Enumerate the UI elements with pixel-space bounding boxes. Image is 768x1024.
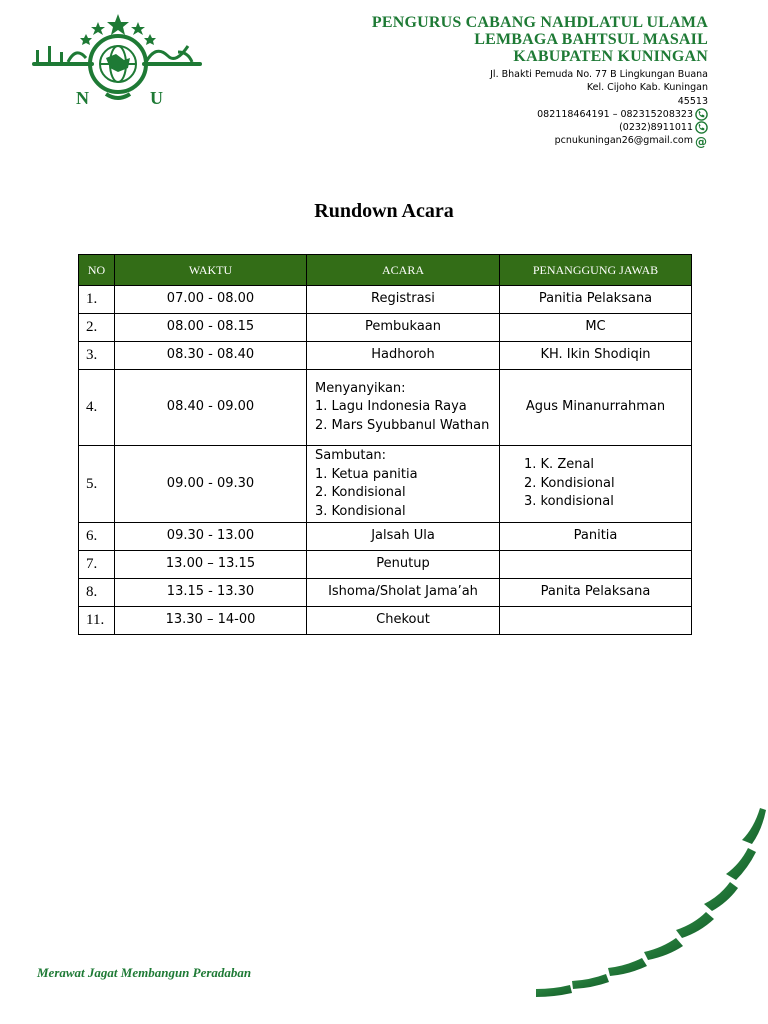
cell-pj: KH. Ikin Shodiqin xyxy=(500,342,692,370)
table-row xyxy=(79,314,692,342)
cell-no: 11. xyxy=(79,607,115,635)
address-line-2: Kel. Cijoho Kab. Kuningan xyxy=(586,82,708,94)
org-line-1: PENGURUS CABANG NAHDLATUL ULAMA xyxy=(371,14,708,31)
cell-acara xyxy=(307,370,500,446)
phone-row xyxy=(490,108,708,121)
address-line-1: Jl. Bhakti Pemuda No. 77 B Lingkungan Buana xyxy=(490,69,708,80)
cell-pj: Agus Minanurrahman xyxy=(500,370,692,446)
cell-waktu: 09.30 - 13.00 xyxy=(115,523,307,551)
table-row xyxy=(79,342,692,370)
cell-pj: Panitia Pelaksana xyxy=(500,286,692,314)
cell-no: 6. xyxy=(79,523,115,551)
cell-waktu: 13.00 – 13.15 xyxy=(115,551,307,579)
cell-no: 7. xyxy=(79,551,115,579)
header-no: NO xyxy=(79,255,115,286)
address-line-3: 45513 xyxy=(677,95,708,107)
email-at-icon xyxy=(695,135,708,148)
star-icon xyxy=(80,14,156,45)
cell-no: 8. xyxy=(79,579,115,607)
table-row xyxy=(79,579,692,607)
org-line-2: LEMBAGA BAHTSUL MASAIL xyxy=(474,31,708,48)
cell-acara xyxy=(307,446,500,523)
landline-text: (0232)8911011 xyxy=(619,122,693,134)
cell-no: 3. xyxy=(79,342,115,370)
cell-acara: Ishoma/Sholat Jama’ah xyxy=(307,579,500,607)
header-waktu: WAKTU xyxy=(115,255,307,286)
email-row xyxy=(490,134,708,147)
logo-letter-u: U xyxy=(150,88,163,108)
cell-acara: Chekout xyxy=(307,607,500,635)
cell-acara: Penutup xyxy=(307,551,500,579)
org-line-3: KABUPATEN KUNINGAN xyxy=(513,48,708,65)
acara-line: 3. Kondisional xyxy=(315,503,406,519)
cell-pj: Panitia xyxy=(500,523,692,551)
landline-row xyxy=(490,121,708,134)
cell-acara: Pembukaan xyxy=(307,314,500,342)
pj-line: 2. Kondisional xyxy=(524,475,615,491)
cell-waktu: 08.40 - 09.00 xyxy=(115,370,307,446)
cell-acara: Registrasi xyxy=(307,286,500,314)
pj-line: 1. K. Zenal xyxy=(524,457,595,473)
email-text: pcnukuningan26@gmail.com xyxy=(554,135,693,147)
rope-decoration-icon xyxy=(508,804,768,1024)
cell-waktu: 08.00 - 08.15 xyxy=(115,314,307,342)
page-title: Rundown Acara xyxy=(314,200,454,222)
nu-globe-emblem-icon xyxy=(90,36,146,98)
cell-no: 4. xyxy=(79,370,115,446)
logo-letter-n: N xyxy=(76,88,89,108)
cell-pj xyxy=(500,607,692,635)
cell-waktu: 13.15 - 13.30 xyxy=(115,579,307,607)
acara-line: 1. Lagu Indonesia Raya xyxy=(315,399,467,415)
acara-line: Sambutan: xyxy=(315,448,387,463)
acara-line: Menyanyikan: xyxy=(315,380,406,396)
cell-no: 5. xyxy=(79,446,115,523)
table-row xyxy=(79,446,692,523)
cell-waktu: 07.00 - 08.00 xyxy=(115,286,307,314)
table-row xyxy=(79,370,692,446)
footer-motto: Merawat Jagat Membangun Peradaban xyxy=(37,965,252,980)
cell-acara: Jalsah Ula xyxy=(307,523,500,551)
table-row xyxy=(79,523,692,551)
nu-logo xyxy=(28,12,208,112)
rundown-table xyxy=(78,254,692,635)
pj-line: 3. kondisional xyxy=(524,494,614,510)
table-row xyxy=(79,607,692,635)
table-row xyxy=(79,286,692,314)
cell-waktu: 09.00 - 09.30 xyxy=(115,446,307,523)
cell-waktu: 13.30 – 14-00 xyxy=(115,607,307,635)
acara-line: 1. Ketua panitia xyxy=(315,466,418,482)
address-block xyxy=(490,68,708,148)
cell-pj: Panita Pelaksana xyxy=(500,579,692,607)
table-header-row xyxy=(79,255,692,286)
cell-pj xyxy=(500,446,692,523)
telephone-icon xyxy=(695,121,708,134)
cell-waktu: 08.30 - 08.40 xyxy=(115,342,307,370)
cell-no: 1. xyxy=(79,286,115,314)
cell-acara: Hadhoroh xyxy=(307,342,500,370)
acara-line: 2. Kondisional xyxy=(315,485,406,500)
table-row xyxy=(79,551,692,579)
organization-header xyxy=(372,14,708,65)
phone-icon xyxy=(695,108,708,121)
header-penanggung-jawab: PENANGGUNG JAWAB xyxy=(500,255,692,286)
cell-pj: MC xyxy=(500,314,692,342)
svg-text:@: @ xyxy=(695,134,708,148)
cell-pj xyxy=(500,551,692,579)
phone-text: 082118464191 – 082315208323 xyxy=(537,108,693,120)
acara-line: 2. Mars Syubbanul Wathan xyxy=(315,417,490,433)
header-acara: ACARA xyxy=(307,255,500,286)
cell-no: 2. xyxy=(79,314,115,342)
